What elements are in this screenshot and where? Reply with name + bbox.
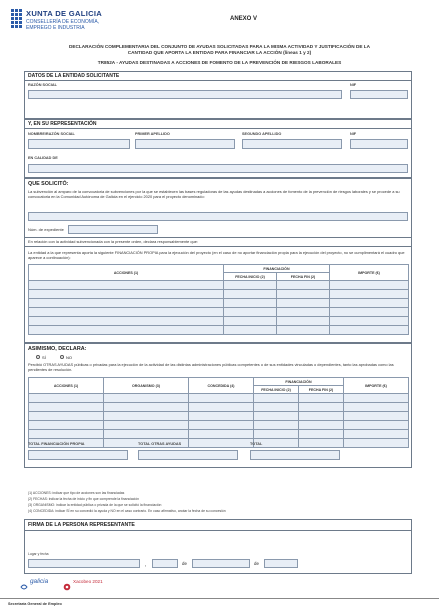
signature-heading: FIRMA DE LA PERSONA REPRESENTANTE [28, 522, 135, 528]
financing-text: La entidad a la que representa aporta la siguiente FINANCIACIÓN PROPIA para la ejecución del proyecto (en el caso de no aportar financiación propia para la ejecución del proyecto, no se cumplimentará el cuadro que aparece a continuación): [28, 250, 405, 261]
table-row [29, 317, 409, 326]
total-own-field[interactable] [28, 450, 128, 460]
applicant-nif-field[interactable] [350, 90, 408, 99]
rep-nif-field[interactable] [350, 139, 408, 149]
file-number-label: Núm. de expediente [28, 227, 64, 232]
capacity-field[interactable] [28, 164, 408, 173]
day-field[interactable] [152, 559, 178, 568]
logo-ministry-line2: EMPREGO E INDUSTRIA [26, 25, 85, 31]
col-financing-header: FINANCIACIÓN [224, 265, 330, 273]
table-row [29, 421, 409, 430]
note-4: (4) CONCEDIDA: indicar SÍ en su concedió la ayuda y NO en el caso contrario. En caso afirmativo, anotar la fecha de su concesión [28, 509, 226, 513]
other-aid-text: Percibió OTRAS AYUDAS públicas o privadas para la ejecución de la actividad de las distintas administraciones públicas competentes o de sus entidades vinculadas o dependientes, tanto las aprobadas como las pendientes de resolución. [28, 362, 394, 373]
applicant-heading: DATOS DE LA ENTIDAD SOLICITANTE [28, 73, 120, 79]
table-row [29, 430, 409, 439]
project-name-field[interactable] [28, 212, 408, 221]
no-radio[interactable] [60, 355, 64, 359]
galicia-logo: galicia [30, 578, 49, 585]
request-text: La subvención al amparo de la convocatoria de subvenciones por la que se establecen las bases reguladoras de las ayudas destinadas a acciones de fomento de la prevención de riesgos laborales y se procede a su convocatoria en la Comunidad Autónoma de Galicia en el ejercicio 2020 para el proyecto denominado: [28, 189, 400, 200]
declaration-text: En relación con la actividad subvencionada con la presente orden, declara responsablemente que: [28, 239, 199, 244]
table-row [29, 290, 409, 299]
note-3: (3) ORGANISMO: indicar la entidad pública o privada de la que se solicitó la financiación [28, 503, 162, 507]
own-financing-table [28, 264, 409, 335]
yes-radio[interactable] [36, 355, 40, 359]
aid-col-body-header: ORGANISMO (3) [104, 378, 189, 394]
table-row [29, 394, 409, 403]
second-surname-field[interactable] [242, 139, 342, 149]
razon-social-field[interactable] [28, 90, 342, 99]
note-2: (2) FECHAS: indicar la fecha de inicio y fin que comprende la financiación [28, 497, 140, 501]
other-aid-table [28, 377, 409, 448]
capacity-label: EN CALIDAD DE [28, 156, 58, 160]
rep-name-field[interactable] [28, 139, 130, 149]
place-field[interactable] [28, 559, 140, 568]
table-row [29, 281, 409, 290]
total-other-label: TOTAL OTRAS AYUDAS [138, 442, 182, 446]
total-own-label: TOTAL FINANCIACIÓN PROPIA [28, 442, 85, 446]
xunta-logo [10, 8, 24, 42]
note-1: (1) ACCIONES: indicar que tipo de acciones son las financiadas [28, 491, 125, 495]
file-number-field[interactable] [68, 225, 158, 234]
footer-department: Secretaría General de Empleo [8, 602, 62, 606]
rep-nif-label: NIF [350, 132, 357, 136]
first-surname-field[interactable] [135, 139, 235, 149]
total-label: TOTAL [250, 442, 263, 446]
month-field[interactable] [192, 559, 250, 568]
table-row [29, 326, 409, 335]
representative-heading: Y, EN SU REPRESENTACIÓN [28, 121, 97, 127]
aid-col-start-header: FECHA INICIO (2) [254, 386, 299, 394]
place-date-label: Lugar y fecha [28, 552, 49, 556]
total-field[interactable] [250, 450, 340, 460]
col-amount-header: IMPORTE (€) [330, 265, 409, 281]
de-sep-1: de [182, 561, 187, 566]
aid-col-amount-header: IMPORTE (€) [344, 378, 409, 394]
rep-name-label: NOMBRE/RAZÓN SOCIAL [28, 132, 75, 136]
doc-title-line1: DECLARACIÓN COMPLEMENTARIA DEL CONJUNTO DE AYUDAS SOLICITADAS PARA LA MISMA ACTIVIDAD Y JUSTIFICACIÓN DE LA [68, 44, 371, 49]
xacobeo-logo: Xacobeo 2021 [73, 579, 103, 584]
logo-title: XUNTA DE GALICIA [26, 9, 103, 18]
table-row [29, 308, 409, 317]
comma-sep: , [145, 562, 147, 568]
aid-col-actions-header: ACCIONES (1) [29, 378, 104, 394]
yes-label: SÍ [42, 354, 46, 360]
xacobeo-icon [63, 578, 71, 586]
year-field[interactable] [264, 559, 298, 568]
table-row [29, 439, 409, 448]
de-sep-2: de [254, 561, 259, 566]
table-row [29, 299, 409, 308]
table-row [29, 403, 409, 412]
razon-social-label: RAZÓN SOCIAL [28, 83, 57, 87]
doc-title-line2: CANTIDAD QUE APORTA LA ENTIDAD PARA FINANCIAR LA ACCIÓN (líneas 1 y 2) [127, 50, 312, 55]
total-other-field[interactable] [138, 450, 238, 460]
galicia-logo-icon [20, 578, 28, 586]
applicant-nif-label: NIF [350, 83, 357, 87]
col-end-header: FECHA FIN (2) [277, 273, 330, 281]
request-heading: QUE SOLICITÓ: [28, 181, 69, 187]
col-start-header: FECHA INICIO (2) [224, 273, 277, 281]
logo-ministry-line1: CONSELLERÍA DE ECONOMÍA, [26, 19, 100, 25]
aid-col-end-header: FECHA FIN (2) [299, 386, 344, 394]
xunta-shield-icon [10, 8, 24, 42]
doc-title-line3: TR852A - AYUDAS DESTINADAS A ACCIONES DE FOMENTO DE LA PREVENCIÓN DE RIESGOS LABORALES [97, 60, 342, 65]
aid-col-financing-header: FINANCIACIÓN [254, 378, 344, 386]
no-label: NO [66, 354, 72, 360]
aid-col-granted-header: CONCEDIDA (4) [189, 378, 254, 394]
also-heading: ASIMISMO, DECLARA: [28, 346, 87, 352]
table-row [29, 412, 409, 421]
col-actions-header: ACCIONES (1) [29, 265, 224, 281]
first-surname-label: PRIMER APELLIDO [135, 132, 170, 136]
annex-label: ANEXO V [230, 16, 258, 22]
second-surname-label: SEGUNDO APELLIDO [242, 132, 282, 136]
